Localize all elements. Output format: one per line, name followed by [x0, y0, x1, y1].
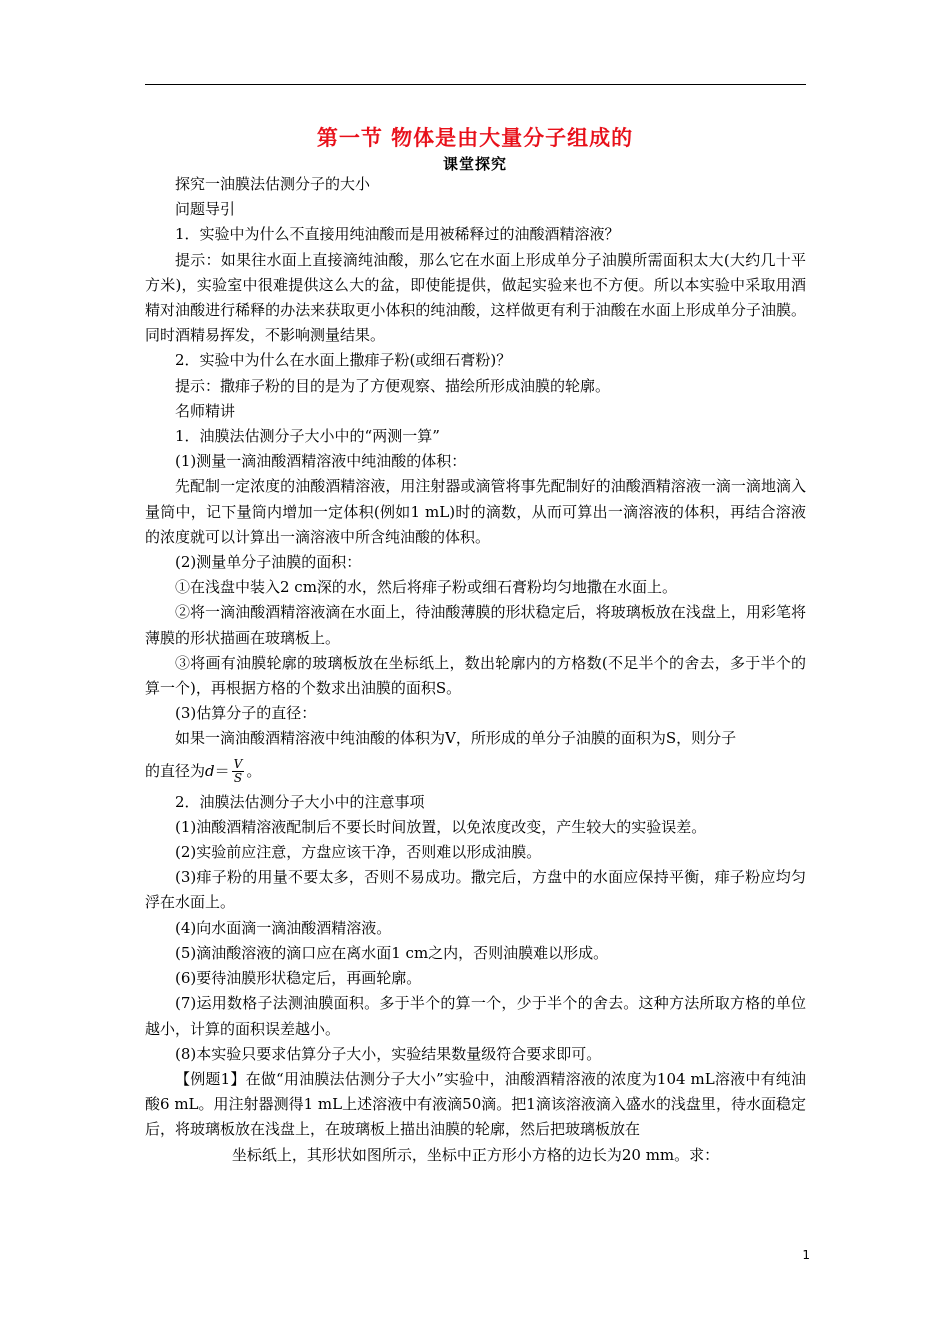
paragraph: (2)测量单分子油膜的面积：: [175, 553, 362, 572]
page-number: 1: [802, 1248, 810, 1262]
paragraph: (1)测量一滴油酸酒精溶液中纯油酸的体积：: [175, 452, 467, 471]
paragraph: ①在浅盘中装入2 cm深的水，然后将痱子粉或细石膏粉均匀地撒在水面上。: [175, 578, 677, 597]
paragraph: (3)估算分子的直径：: [175, 704, 317, 723]
example-last-line: 坐标纸上，其形状如图所示，坐标中正方形小方格的边长为20 mm。求：: [231, 1145, 720, 1164]
paragraph: 提示：如果往水面上直接滴纯油酸，那么它在水面上形成单分子油膜所需面积太大(大约几十平方米)，实验室中很难提供这么大的盆，即使能提供，做起实验来也不方便。所以本实验中采取用酒精对油酸进行稀释的办法来获取更小体积的纯油酸，这样做更有利于油酸在水面上形成单分子油膜。同时酒精易挥发，不影响测量结果。: [145, 250, 806, 345]
fraction-numerator: V: [233, 757, 243, 772]
paragraph: (7)运用数格子法测油膜面积。多于半个的算一个，少于半个的舍去。这种方法所取方格的单位越小，计算的面积误差越小。: [145, 994, 806, 1038]
paragraph: 先配制一定浓度的油酸酒精溶液，用注射器或滴管将事先配制好的油酸酒精溶液一滴一滴地滴入量筒中，记下量筒内增加一定体积(例如1 mL)时的滴数，从而可算出一滴溶液的体积，再结合溶液的浓度就可以计算出一滴溶液中所含纯油酸的体积。: [145, 477, 806, 546]
page-title: 第一节 物体是由大量分子组成的: [316, 126, 634, 150]
paragraph: 名师精讲: [175, 401, 236, 420]
section-subtitle: 课堂探究: [442, 155, 507, 173]
example-paragraph: 【例题1】在做“用油膜法估测分子大小”实验中，油酸酒精溶液的浓度为104 mL溶液中有纯油酸6 mL。用注射器测得1 mL上述溶液中有液滴50滴。把1滴该溶液滴入盛水的浅盘里，待水面稳定后，将玻璃板放在浅盘上，在玻璃板上描出油膜的轮廓，然后把玻璃板放在: [145, 1069, 806, 1139]
header-rule: [145, 84, 806, 85]
paragraph: 提示：撒痱子粉的目的是为了方便观察、描绘所形成油膜的轮廓。: [175, 376, 611, 395]
paragraph: (1)油酸酒精溶液配制后不要长时间放置，以免浓度改变，产生较大的实验误差。: [175, 817, 707, 836]
paragraph: 1．油膜法估测分子大小中的“两测一算”: [175, 427, 440, 446]
paragraph: (3)痱子粉的用量不要太多，否则不易成功。撒完后，方盘中的水面应保持平衡，痱子粉应均匀浮在水面上。: [145, 868, 806, 912]
paragraph: 探究一油膜法估测分子的大小: [175, 175, 371, 193]
paragraph: 如果一滴油酸酒精溶液中纯油酸的体积为V，所形成的单分子油膜的面积为S，则分子: [175, 729, 737, 748]
formula-prefix: 的直径为: [145, 761, 206, 780]
paragraph: 问题导引: [175, 200, 236, 219]
document-body: [145, 172, 806, 1168]
formula-line: [145, 752, 806, 790]
formula-fraction: [232, 758, 245, 785]
paragraph: 2．实验中为什么在水面上撒痱子粉(或细石膏粉)？: [175, 351, 512, 370]
formula-suffix: 。: [246, 761, 262, 780]
formula-equals: ＝: [214, 761, 230, 780]
paragraph: ③将画有油膜轮廓的玻璃板放在坐标纸上，数出轮廓内的方格数(不足半个的舍去，多于半个的算一个)，再根据方格的个数求出油膜的面积S。: [145, 653, 806, 698]
formula-variable: d: [205, 761, 215, 780]
paragraph: 1．实验中为什么不直接用纯油酸而是用被稀释过的油酸酒精溶液？: [175, 225, 620, 244]
paragraph: (6)要待油膜形状稳定后，再画轮廓。: [175, 969, 422, 988]
paragraph: 2．油膜法估测分子大小中的注意事项: [175, 792, 425, 811]
paragraph: (2)实验前应注意，方盘应该干净，否则难以形成油膜。: [175, 843, 542, 862]
fraction-denominator: S: [233, 771, 243, 786]
paragraph: (8)本实验只要求估算分子大小，实验结果数量级符合要求即可。: [175, 1044, 602, 1063]
paragraph: ②将一滴油酸酒精溶液滴在水面上，待油酸薄膜的形状稳定后，将玻璃板放在浅盘上，用彩笔将薄膜的形状描画在玻璃板上。: [145, 603, 806, 647]
paragraph: (4)向水面滴一滴油酸酒精溶液。: [175, 918, 392, 937]
paragraph: (5)滴油酸溶液的滴口应在离水面1 cm之内，否则油膜难以形成。: [175, 943, 609, 962]
